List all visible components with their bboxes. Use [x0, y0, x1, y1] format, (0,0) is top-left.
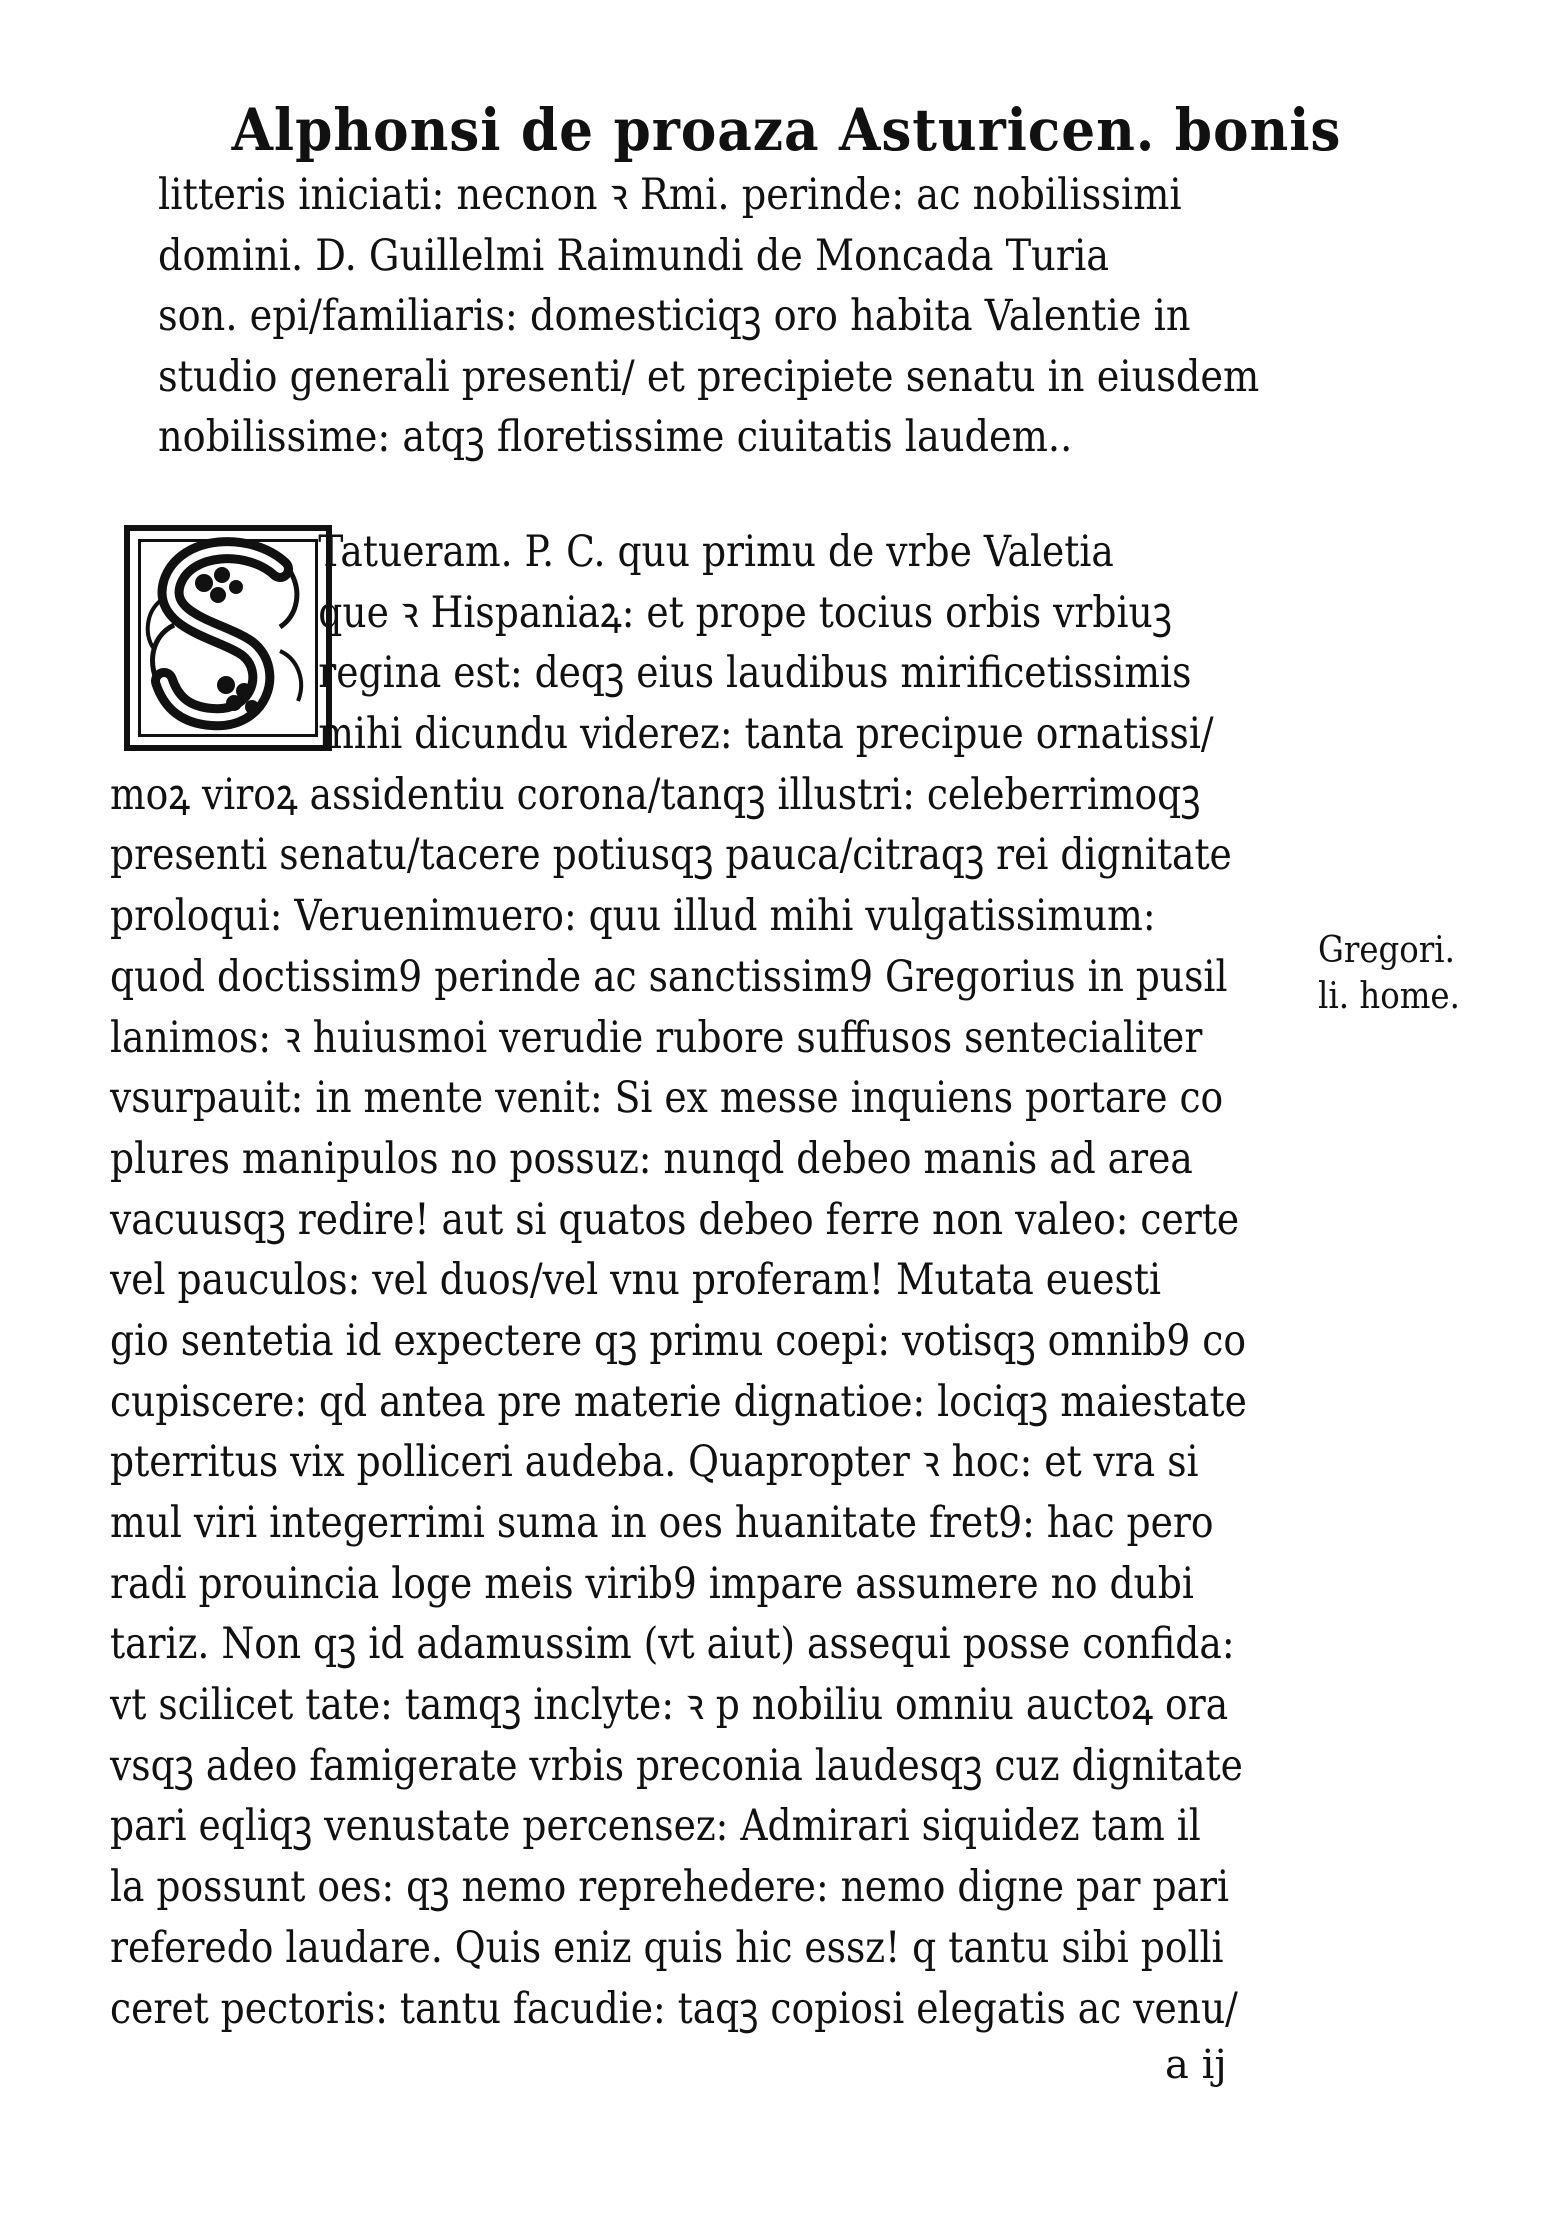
body-line: referedo laudare. Quis eniz quis hic essz! q tantu sibi polli — [110, 1922, 1224, 1973]
heading-block — [158, 95, 1342, 468]
body-line: presenti senatu/tacere potiusqꝫ pauca/citraqꝫ rei dignitate — [110, 830, 1232, 881]
body-line: mul viri integerrimi suma in oes huanitate fret9: hac pero — [110, 1498, 1214, 1548]
body-line: radi prouincia loge meis virib9 impare assumere no dubi — [110, 1558, 1194, 1609]
marginal-note — [1318, 928, 1460, 1020]
marginal-note-line: li. home. — [1318, 976, 1460, 1017]
body-line: tariz. Non qꝫ id adamussim (vt aiut) assequi posse confida: — [110, 1619, 1235, 1670]
marginal-note-line: Gregori. — [1318, 930, 1455, 971]
body-line: ceret pectoris: tantu facudie: taqꝫ copiosi elegatis ac venu/ — [110, 1983, 1238, 2034]
heading-line: studio generali presenti/ et precipiete senatu in eiusdem — [158, 351, 1260, 402]
body-line: mihi dicundu viderez: tanta precipue ornatissi/ — [318, 709, 1214, 760]
heading-line: son. epi/familiaris: domesticiqꝫ oro habita Valentie in — [158, 291, 1191, 341]
heading-line: domini. D. Guillelmi Raimundi de Moncada Turia — [158, 230, 1110, 281]
heading-line: nobilissime: atqꝫ floretissime ciuitatis laudem.. — [158, 412, 1073, 462]
body-line: plures manipulos no possuz: nunqd debeo manis ad area — [110, 1133, 1193, 1184]
body-text — [110, 522, 1320, 2039]
body-line: cupiscere: qd antea pre materie dignatioe: lociqꝫ maiestate — [110, 1376, 1247, 1427]
body-line: pterritus vix polliceri audeba. Quapropter ꝛ hoc: et vra si — [110, 1437, 1199, 1488]
body-line: vacuusqꝫ redire! aut si quatos debeo ferre non valeo: certe — [110, 1194, 1240, 1245]
heading-line: litteris iniciati: necnon ꝛ Rmi. perinde: ac nobilissimi — [158, 170, 1182, 220]
body-line: que ꝛ Hispaniaꝝ: et prope tocius orbis vrbiuꝫ — [318, 587, 1172, 638]
body-line: vsurpauit: in mente venit: Si ex messe inquiens portare co — [110, 1073, 1224, 1124]
body-line: la possunt oes: qꝫ nemo reprehedere: nemo digne par pari — [110, 1862, 1230, 1913]
body-line: Tatueram. P. C. quu primu de vrbe Valetia — [318, 527, 1114, 577]
body-line: gio sentetia id expectere qꝫ primu coepi: votisqꝫ omnib9 co — [110, 1315, 1246, 1366]
body-line: lanimos: ꝛ huiusmoi verudie rubore suffusos sentecialiter — [110, 1012, 1203, 1063]
body-line: quod doctissim9 perinde ac sanctissim9 Gregorius in pusil — [110, 951, 1228, 1002]
body-line: vel pauculos: vel duos/vel vnu proferam! Mutata euesti — [110, 1255, 1162, 1306]
body-line: regina est: deqꝫ eius laudibus mirificetissimis — [318, 648, 1192, 699]
body-line: vsqꝫ adeo famigerate vrbis preconia laudesqꝫ cuz dignitate — [110, 1740, 1243, 1791]
body-line: proloqui: Veruenimuero: quu illud mihi vulgatissimum: — [110, 891, 1156, 942]
body-line: vt scilicet tate: tamqꝫ inclyte: ꝛ p nobiliu omniu auctoꝝ ora — [110, 1680, 1229, 1731]
body-line: moꝝ viroꝝ assidentiu corona/tanqꝫ illustri: celeberrimoqꝫ — [110, 769, 1201, 820]
signature-mark: a ij — [1165, 2042, 1227, 2088]
page-title: Alphonsi de proaza Asturicen. bonis — [231, 96, 1342, 164]
body-line: pari eqliqꝫ venustate percensez: Admirari siquidez tam il — [110, 1801, 1201, 1852]
